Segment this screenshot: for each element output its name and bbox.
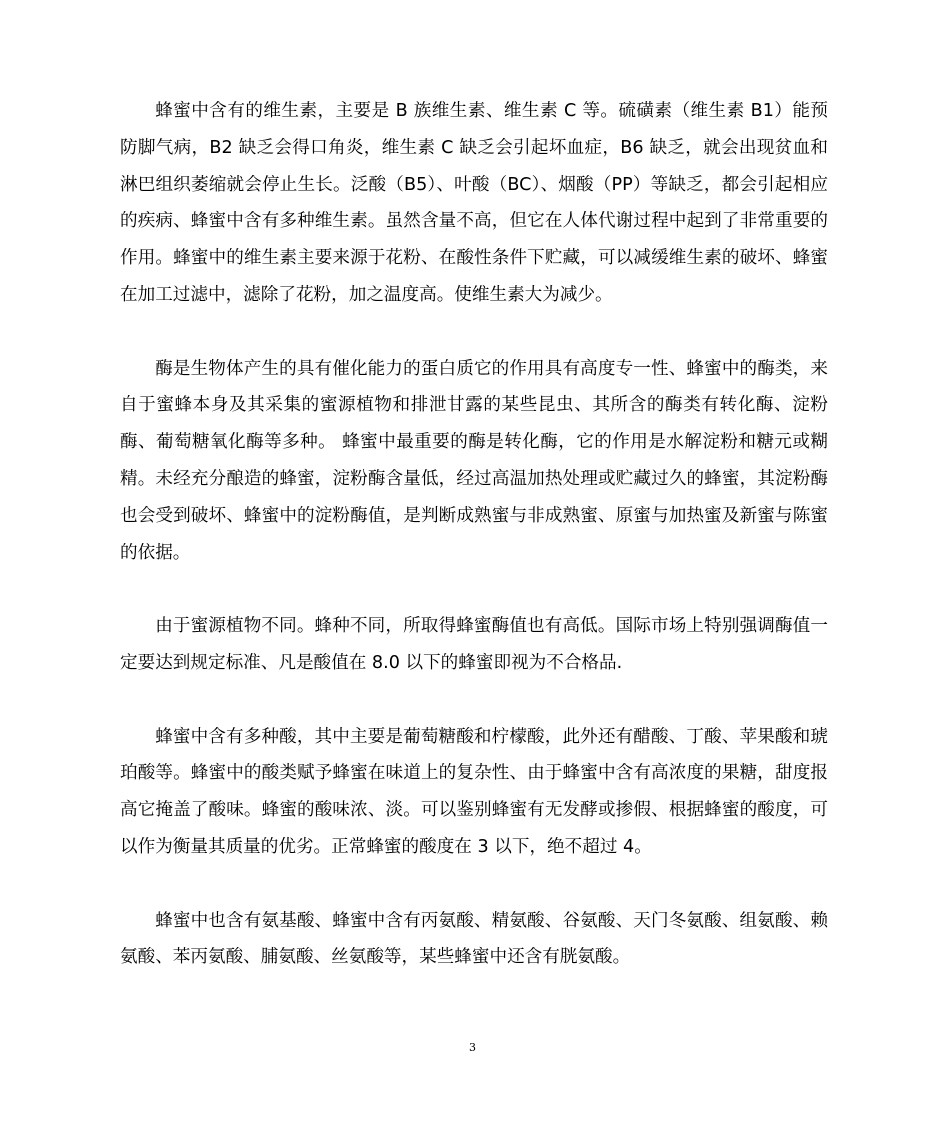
paragraph-acids: 蜂蜜中含有多种酸，其中主要是葡萄糖酸和柠檬酸，此外还有醋酸、丁酸、苹果酸和琥珀酸等。蜂蜜中的酸类赋予蜂蜜在味道上的复杂性、由于蜂蜜中含有高浓度的果糖，甜度报高它掩盖了酸味。蜂蜜的酸味浓、淡。可以鉴别蜂蜜有无发酵或掺假、根据蜂蜜的酸度，可以作为衡量其质量的优劣。正常蜂蜜的酸度在 3 以下，绝不超过 4。 <box>120 726 828 857</box>
paragraph-amino-acids: 蜂蜜中也含有氨基酸、蜂蜜中含有丙氨酸、精氨酸、谷氨酸、天门冬氨酸、组氨酸、赖氨酸、苯丙氨酸、脯氨酸、丝氨酸等，某些蜂蜜中还含有胱氨酸。 <box>120 910 828 968</box>
page-number: 3 <box>469 1041 476 1054</box>
paragraph-vitamins: 蜂蜜中含有的维生素，主要是 B 族维生素、维生素 C 等。硫磺素（维生素 B1）能预防脚气病，B2 缺乏会得口角炎，维生素 C 缺乏会引起坏血症，B6 缺乏，就会出现贫血和淋巴组织萎缩就会停止生长。泛酸（B5）、叶酸（BC）、烟酸（PP）等缺乏，都会引起相应的疾病、蜂蜜中含有多种维生素。虽然含量不高，但它在人体代谢过程中起到了非常重要的作用。蜂蜜中的维生素主要来源于花粉、在酸性条件下贮藏，可以减缓维生素的破坏、蜂蜜在加工过滤中，滤除了花粉，加之温度高。使维生素大为减少。 <box>120 101 828 305</box>
paragraph-enzyme-value: 由于蜜源植物不同。蜂种不同，所取得蜂蜜酶值也有高低。国际市场上特别强调酶值一定要达到规定标准、凡是酸值在 8.0 以下的蜂蜜即视为不合格品. <box>120 616 828 673</box>
paragraph-enzymes: 酶是生物体产生的具有催化能力的蛋白质它的作用具有高度专一性、蜂蜜中的酶类，来自于蜜蜂本身及其采集的蜜源植物和排泄甘露的某些昆虫、其所含的酶类有转化酶、淀粉酶、葡萄糖氧化酶等多种。 蜂蜜中最重要的酶是转化酶，它的作用是水解淀粉和糖元或糊精。未经充分酿造的蜂蜜，淀粉酶含量低，经过高温加热处理或贮藏过久的蜂蜜，其淀粉酶也会受到破坏、蜂蜜中的淀粉酶值，是判断成熟蜜与非成熟蜜、原蜜与加热蜜及新蜜与陈蜜的依据。 <box>120 358 828 563</box>
body-text <box>120 93 828 1013</box>
